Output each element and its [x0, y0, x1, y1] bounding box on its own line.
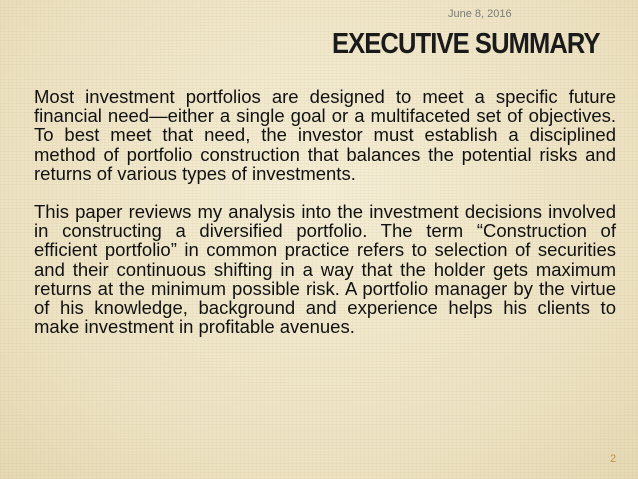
slide-body: [34, 87, 616, 336]
page-number: 2: [610, 453, 617, 465]
slide-title: EXECUTIVE SUMMARY: [332, 28, 600, 60]
slide-date: June 8, 2016: [448, 8, 512, 20]
paragraph-1: Most investment portfolios are designed to meet a specific future financial need—either a single goal or a multifaceted set of objectives. To best meet that need, the investor must establish a disciplined method of portfolio construction that balances the potential risks and returns of various types of investments.: [34, 86, 616, 184]
paragraph-2: This paper reviews my analysis into the investment decisions involved in constructing a diversified portfolio. The term “Construction of efficient portfolio” in common practice refers to selection of securities and their continuous shifting in a way that the holder gets maximum returns at the minimum possible risk. A portfolio manager by the virtue of his knowledge, background and experience helps his clients to make investment in profitable avenues.: [34, 201, 616, 338]
